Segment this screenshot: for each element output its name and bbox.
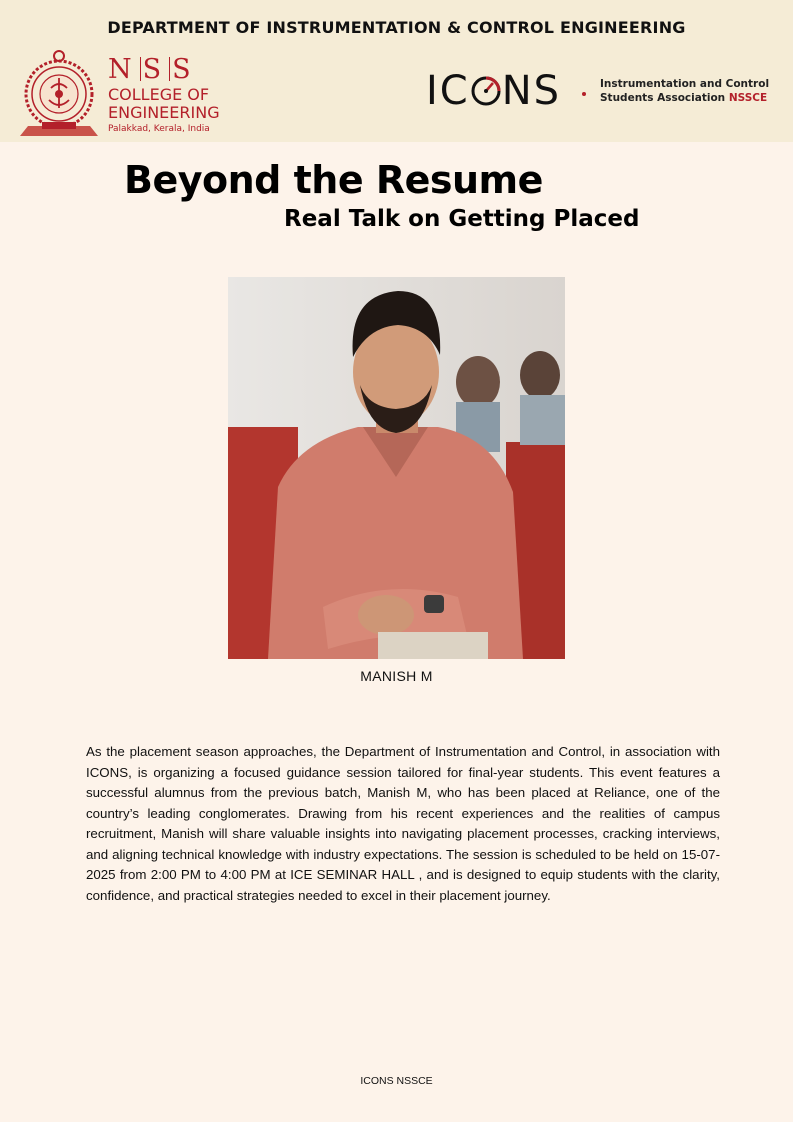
icons-dot xyxy=(582,92,586,96)
footer-text: ICONS NSSCE xyxy=(360,1075,433,1087)
association-line1: Instrumentation and Control xyxy=(600,78,770,90)
college-name-block xyxy=(108,56,238,134)
icons-wordmark-right: NS xyxy=(501,68,562,114)
association-name xyxy=(600,77,769,105)
college-name-line1: COLLEGE OF xyxy=(108,85,210,104)
nss-separator xyxy=(169,57,170,81)
department-title: DEPARTMENT OF INSTRUMENTATION & CONTROL ENGINEERING xyxy=(107,18,686,37)
college-name-line2: ENGINEERING xyxy=(108,103,220,122)
icons-wordmark xyxy=(426,68,561,114)
event-subtitle: Real Talk on Getting Placed xyxy=(284,206,640,232)
event-description: As the placement season approaches, the Department of Instrumentation and Control, in association with ICONS, is organizing a focused guidance session tailored for final-year students. This event features a successful alumnus from the previous batch, Manish M, who has been placed at Reliance, one of the country’s leading conglomerates. Drawing from his recent experiences and the realities of campus recruitment, Manish will share valuable insights into navigating placement processes, cracking interviews, and aligning technical knowledge with industry expectations. The session is scheduled to be held on 15-07-2025 from 2:00 PM to 4:00 PM at ICE SEMINAR HALL , and is designed to equip students with the clarity, confidence, and practical strategies needed to excel in their placement journey. xyxy=(86,744,720,903)
nss-letter: S xyxy=(172,54,197,85)
event-title: Beyond the Resume xyxy=(124,158,543,202)
icons-wordmark-left: IC xyxy=(426,68,470,114)
college-location: Palakkad, Kerala, India xyxy=(108,124,210,134)
nss-letter: N xyxy=(108,54,138,85)
nss-separator xyxy=(140,57,141,81)
association-abbrev: NSSCE xyxy=(728,92,768,104)
nss-letter: S xyxy=(142,54,168,85)
association-line2-text: Students Association xyxy=(600,92,729,104)
icons-logo xyxy=(426,68,561,114)
association-line2 xyxy=(600,91,769,105)
speaker-name: MANISH M xyxy=(360,668,433,684)
college-seal-icon xyxy=(14,44,104,138)
icons-gauge-logo-icon xyxy=(470,75,502,107)
speaker-photo xyxy=(228,277,565,659)
nss-wordmark xyxy=(108,56,238,84)
